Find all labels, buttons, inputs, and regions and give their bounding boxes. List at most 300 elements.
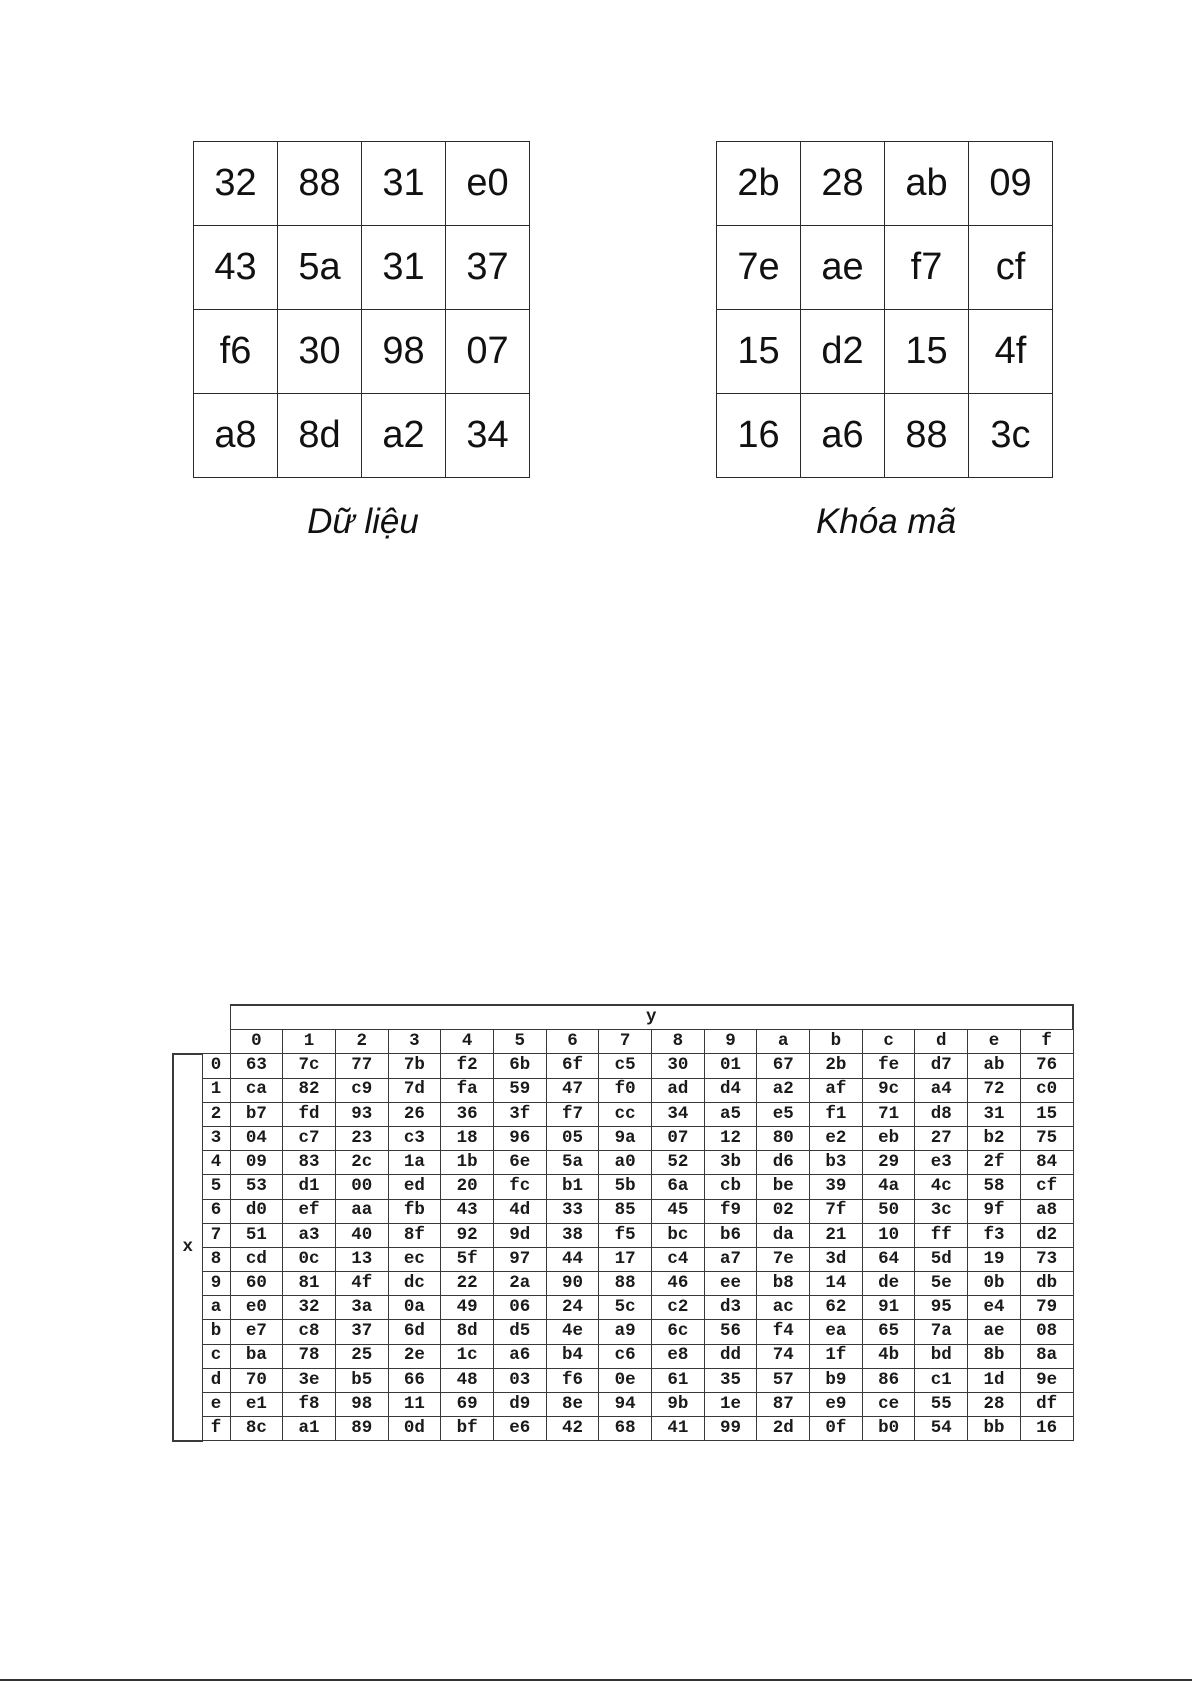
sbox-cell: 01 bbox=[704, 1054, 757, 1078]
data-matrix-caption: Dữ liệu bbox=[307, 502, 419, 541]
sbox-cell: 16 bbox=[1020, 1417, 1073, 1441]
sbox-cell: 9d bbox=[493, 1223, 546, 1247]
sbox-cell: 1b bbox=[441, 1151, 494, 1175]
sbox-cell: 0e bbox=[599, 1368, 652, 1392]
sbox-cell: e0 bbox=[230, 1296, 283, 1320]
sbox-cell: bd bbox=[915, 1344, 968, 1368]
sbox-row bbox=[173, 1272, 1073, 1296]
sbox-cell: 50 bbox=[862, 1199, 915, 1223]
sbox-cell: ff bbox=[915, 1223, 968, 1247]
sbox-row bbox=[173, 1344, 1073, 1368]
sbox-cell: 57 bbox=[757, 1368, 810, 1392]
sbox-column-header: 3 bbox=[388, 1030, 441, 1054]
sbox-cell: 86 bbox=[862, 1368, 915, 1392]
data-matrix-cell: 32 bbox=[194, 142, 278, 226]
key-matrix-row bbox=[717, 310, 1053, 394]
key-matrix-cell: 4f bbox=[969, 310, 1053, 394]
sbox-corner bbox=[173, 1030, 230, 1054]
sbox-cell: 06 bbox=[493, 1296, 546, 1320]
sbox-row-header: e bbox=[202, 1393, 230, 1417]
sbox-column-header: 0 bbox=[230, 1030, 283, 1054]
key-matrix-cell: 15 bbox=[717, 310, 801, 394]
sbox-cell: a1 bbox=[283, 1417, 336, 1441]
sbox-cell: da bbox=[757, 1223, 810, 1247]
sbox-cell: 92 bbox=[441, 1223, 494, 1247]
sbox-cell: 43 bbox=[441, 1199, 494, 1223]
sbox-row bbox=[173, 1393, 1073, 1417]
sbox-cell: 39 bbox=[810, 1175, 863, 1199]
data-matrix-cell: 5a bbox=[278, 226, 362, 310]
key-matrix-cell: cf bbox=[969, 226, 1053, 310]
sbox-cell: 80 bbox=[757, 1126, 810, 1150]
sbox-cell: c8 bbox=[283, 1320, 336, 1344]
sbox-cell: fe bbox=[862, 1054, 915, 1078]
sbox-cell: 03 bbox=[493, 1368, 546, 1392]
sbox-cell: 48 bbox=[441, 1368, 494, 1392]
sbox-cell: 81 bbox=[283, 1272, 336, 1296]
sbox-cell: 65 bbox=[862, 1320, 915, 1344]
sbox-row-header: 2 bbox=[202, 1102, 230, 1126]
sbox-cell: cf bbox=[1020, 1175, 1073, 1199]
sbox-cell: 21 bbox=[810, 1223, 863, 1247]
sbox-cell: 6b bbox=[493, 1054, 546, 1078]
data-matrix-row bbox=[194, 142, 530, 226]
key-matrix-cell: 7e bbox=[717, 226, 801, 310]
sbox-cell: 1c bbox=[441, 1344, 494, 1368]
sbox-cell: fc bbox=[493, 1175, 546, 1199]
data-matrix-cell: 8d bbox=[278, 394, 362, 478]
sbox-cell: 4e bbox=[546, 1320, 599, 1344]
sbox-cell: ac bbox=[757, 1296, 810, 1320]
sbox-cell: 68 bbox=[599, 1417, 652, 1441]
data-matrix-row bbox=[194, 394, 530, 478]
sbox-cell: a8 bbox=[1020, 1199, 1073, 1223]
sbox-cell: 46 bbox=[652, 1272, 705, 1296]
key-matrix-cell: 16 bbox=[717, 394, 801, 478]
sbox-cell: 91 bbox=[862, 1296, 915, 1320]
data-matrix-cell: e0 bbox=[446, 142, 530, 226]
sbox-cell: 8a bbox=[1020, 1344, 1073, 1368]
sbox-cell: 8e bbox=[546, 1393, 599, 1417]
sbox-cell: 09 bbox=[230, 1151, 283, 1175]
key-matrix-row bbox=[717, 226, 1053, 310]
sbox-cell: f0 bbox=[599, 1078, 652, 1102]
sbox-cell: 70 bbox=[230, 1368, 283, 1392]
sbox-cell: 8d bbox=[441, 1320, 494, 1344]
data-matrix-cell: 43 bbox=[194, 226, 278, 310]
sbox-cell: c3 bbox=[388, 1126, 441, 1150]
sbox-cell: 13 bbox=[335, 1247, 388, 1271]
sbox-cell: cb bbox=[704, 1175, 757, 1199]
sbox-cell: 6f bbox=[546, 1054, 599, 1078]
sbox-cell: c6 bbox=[599, 1344, 652, 1368]
sbox-cell: 49 bbox=[441, 1296, 494, 1320]
sbox-cell: ec bbox=[388, 1247, 441, 1271]
sbox-cell: 5c bbox=[599, 1296, 652, 1320]
sbox-cell: 4d bbox=[493, 1199, 546, 1223]
sbox-cell: 29 bbox=[862, 1151, 915, 1175]
sbox-cell: 54 bbox=[915, 1417, 968, 1441]
sbox-cell: 47 bbox=[546, 1078, 599, 1102]
sbox-cell: b1 bbox=[546, 1175, 599, 1199]
data-matrix-cell: 34 bbox=[446, 394, 530, 478]
sbox-cell: 6d bbox=[388, 1320, 441, 1344]
data-matrix-cell: 31 bbox=[362, 142, 446, 226]
sbox-row-header: 3 bbox=[202, 1126, 230, 1150]
sbox-cell: 44 bbox=[546, 1247, 599, 1271]
aes-sbox-table bbox=[172, 1004, 1074, 1442]
sbox-cell: 3e bbox=[283, 1368, 336, 1392]
sbox-cell: 96 bbox=[493, 1126, 546, 1150]
sbox-cell: fa bbox=[441, 1078, 494, 1102]
key-matrix-caption: Khóa mã bbox=[815, 502, 957, 541]
sbox-cell: 87 bbox=[757, 1393, 810, 1417]
sbox-cell: 8b bbox=[968, 1344, 1021, 1368]
sbox-cell: 3b bbox=[704, 1151, 757, 1175]
sbox-corner bbox=[173, 1005, 230, 1030]
sbox-cell: 45 bbox=[652, 1199, 705, 1223]
sbox-cell: 4a bbox=[862, 1175, 915, 1199]
data-matrix-row bbox=[194, 226, 530, 310]
sbox-cell: 28 bbox=[968, 1393, 1021, 1417]
sbox-cell: 4c bbox=[915, 1175, 968, 1199]
sbox-cell: 0b bbox=[968, 1272, 1021, 1296]
sbox-cell: 17 bbox=[599, 1247, 652, 1271]
sbox-cell: db bbox=[1020, 1272, 1073, 1296]
sbox-cell: 04 bbox=[230, 1126, 283, 1150]
sbox-cell: 79 bbox=[1020, 1296, 1073, 1320]
sbox-cell: ce bbox=[862, 1393, 915, 1417]
sbox-cell: e5 bbox=[757, 1102, 810, 1126]
sbox-cell: 40 bbox=[335, 1223, 388, 1247]
sbox-cell: bf bbox=[441, 1417, 494, 1441]
sbox-cell: 3f bbox=[493, 1102, 546, 1126]
sbox-cell: 2a bbox=[493, 1272, 546, 1296]
sbox-cell: 93 bbox=[335, 1102, 388, 1126]
sbox-row bbox=[173, 1296, 1073, 1320]
sbox-row-header: 0 bbox=[202, 1054, 230, 1078]
sbox-row bbox=[173, 1151, 1073, 1175]
sbox-column-header: 1 bbox=[283, 1030, 336, 1054]
sbox-cell: 1f bbox=[810, 1344, 863, 1368]
sbox-row-header: 8 bbox=[202, 1247, 230, 1271]
sbox-row-header: 5 bbox=[202, 1175, 230, 1199]
sbox-cell: cd bbox=[230, 1247, 283, 1271]
sbox-column-header: c bbox=[862, 1030, 915, 1054]
sbox-cell: 42 bbox=[546, 1417, 599, 1441]
sbox-row-header: f bbox=[202, 1417, 230, 1441]
sbox-cell: 51 bbox=[230, 1223, 283, 1247]
sbox-row-header: 4 bbox=[202, 1151, 230, 1175]
sbox-cell: 84 bbox=[1020, 1151, 1073, 1175]
sbox-cell: 41 bbox=[652, 1417, 705, 1441]
sbox-cell: 72 bbox=[968, 1078, 1021, 1102]
sbox-cell: 07 bbox=[652, 1126, 705, 1150]
sbox-cell: d5 bbox=[493, 1320, 546, 1344]
sbox-cell: ab bbox=[968, 1054, 1021, 1078]
sbox-cell: 30 bbox=[652, 1054, 705, 1078]
sbox-cell: f4 bbox=[757, 1320, 810, 1344]
key-matrix-cell: ae bbox=[801, 226, 885, 310]
sbox-row bbox=[173, 1199, 1073, 1223]
key-matrix-cell: 88 bbox=[885, 394, 969, 478]
sbox-cell: 64 bbox=[862, 1247, 915, 1271]
sbox-cell: f7 bbox=[546, 1102, 599, 1126]
key-matrix-row bbox=[717, 394, 1053, 478]
sbox-cell: 9a bbox=[599, 1126, 652, 1150]
footer-rule bbox=[0, 1679, 1192, 1681]
sbox-cell: d3 bbox=[704, 1296, 757, 1320]
sbox-row bbox=[173, 1175, 1073, 1199]
sbox-cell: c7 bbox=[283, 1126, 336, 1150]
sbox-cell: 7c bbox=[283, 1054, 336, 1078]
data-matrix-cell: 07 bbox=[446, 310, 530, 394]
sbox-row bbox=[173, 1126, 1073, 1150]
sbox-cell: 71 bbox=[862, 1102, 915, 1126]
sbox-cell: 56 bbox=[704, 1320, 757, 1344]
sbox-cell: 53 bbox=[230, 1175, 283, 1199]
sbox-cell: 76 bbox=[1020, 1054, 1073, 1078]
sbox-row-header: 6 bbox=[202, 1199, 230, 1223]
sbox-cell: cc bbox=[599, 1102, 652, 1126]
sbox-cell: 0f bbox=[810, 1417, 863, 1441]
sbox-x-axis-label: x bbox=[173, 1054, 202, 1441]
sbox-cell: 20 bbox=[441, 1175, 494, 1199]
sbox-cell: 15 bbox=[1020, 1102, 1073, 1126]
sbox-cell: a6 bbox=[493, 1344, 546, 1368]
sbox-cell: c5 bbox=[599, 1054, 652, 1078]
sbox-cell: b5 bbox=[335, 1368, 388, 1392]
sbox-column-header: 9 bbox=[704, 1030, 757, 1054]
sbox-cell: 19 bbox=[968, 1247, 1021, 1271]
sbox-cell: 27 bbox=[915, 1126, 968, 1150]
data-matrix-cell: 30 bbox=[278, 310, 362, 394]
sbox-cell: e9 bbox=[810, 1393, 863, 1417]
sbox-cell: a9 bbox=[599, 1320, 652, 1344]
sbox-row bbox=[173, 1320, 1073, 1344]
key-matrix-cell: 3c bbox=[969, 394, 1053, 478]
sbox-cell: 7f bbox=[810, 1199, 863, 1223]
sbox-cell: b0 bbox=[862, 1417, 915, 1441]
sbox-row bbox=[173, 1417, 1073, 1441]
sbox-row-header: d bbox=[202, 1368, 230, 1392]
data-matrix-row bbox=[194, 310, 530, 394]
sbox-cell: 08 bbox=[1020, 1320, 1073, 1344]
sbox-cell: a4 bbox=[915, 1078, 968, 1102]
sbox-cell: 0a bbox=[388, 1296, 441, 1320]
sbox-cell: c0 bbox=[1020, 1078, 1073, 1102]
sbox-column-header-row bbox=[173, 1030, 1073, 1054]
sbox-cell: f2 bbox=[441, 1054, 494, 1078]
sbox-cell: ed bbox=[388, 1175, 441, 1199]
sbox-cell: ba bbox=[230, 1344, 283, 1368]
sbox-row bbox=[173, 1247, 1073, 1271]
sbox-cell: 32 bbox=[283, 1296, 336, 1320]
sbox-row-header: c bbox=[202, 1344, 230, 1368]
sbox-row bbox=[173, 1368, 1073, 1392]
sbox-cell: 7b bbox=[388, 1054, 441, 1078]
sbox-cell: 9c bbox=[862, 1078, 915, 1102]
sbox-cell: 24 bbox=[546, 1296, 599, 1320]
sbox-cell: 5d bbox=[915, 1247, 968, 1271]
sbox-column-header: 2 bbox=[335, 1030, 388, 1054]
data-matrix-cell: 37 bbox=[446, 226, 530, 310]
sbox-cell: e6 bbox=[493, 1417, 546, 1441]
sbox-cell: 10 bbox=[862, 1223, 915, 1247]
sbox-row-header: 9 bbox=[202, 1272, 230, 1296]
sbox-cell: 7a bbox=[915, 1320, 968, 1344]
sbox-cell: c9 bbox=[335, 1078, 388, 1102]
sbox-cell: 2e bbox=[388, 1344, 441, 1368]
sbox-cell: 2f bbox=[968, 1151, 1021, 1175]
sbox-cell: 9b bbox=[652, 1393, 705, 1417]
sbox-cell: 99 bbox=[704, 1417, 757, 1441]
sbox-cell: 88 bbox=[599, 1272, 652, 1296]
data-matrix-cell: 31 bbox=[362, 226, 446, 310]
sbox-cell: 22 bbox=[441, 1272, 494, 1296]
sbox-cell: 73 bbox=[1020, 1247, 1073, 1271]
sbox-cell: f6 bbox=[546, 1368, 599, 1392]
sbox-cell: bc bbox=[652, 1223, 705, 1247]
sbox-cell: 60 bbox=[230, 1272, 283, 1296]
sbox-cell: b8 bbox=[757, 1272, 810, 1296]
sbox-cell: 2b bbox=[810, 1054, 863, 1078]
sbox-cell: dd bbox=[704, 1344, 757, 1368]
key-matrix-cell: f7 bbox=[885, 226, 969, 310]
sbox-cell: 02 bbox=[757, 1199, 810, 1223]
sbox-cell: 78 bbox=[283, 1344, 336, 1368]
sbox-row-header: b bbox=[202, 1320, 230, 1344]
sbox-cell: 8f bbox=[388, 1223, 441, 1247]
sbox-cell: 8c bbox=[230, 1417, 283, 1441]
sbox-cell: 1d bbox=[968, 1368, 1021, 1392]
sbox-cell: ca bbox=[230, 1078, 283, 1102]
key-matrix bbox=[716, 141, 1053, 478]
sbox-cell: 7e bbox=[757, 1247, 810, 1271]
data-matrix-cell: 88 bbox=[278, 142, 362, 226]
sbox-cell: b4 bbox=[546, 1344, 599, 1368]
sbox-cell: 6c bbox=[652, 1320, 705, 1344]
sbox-cell: bb bbox=[968, 1417, 1021, 1441]
sbox-cell: df bbox=[1020, 1393, 1073, 1417]
sbox-cell: 18 bbox=[441, 1126, 494, 1150]
sbox-cell: d6 bbox=[757, 1151, 810, 1175]
sbox-cell: e2 bbox=[810, 1126, 863, 1150]
sbox-cell: c4 bbox=[652, 1247, 705, 1271]
sbox-cell: af bbox=[810, 1078, 863, 1102]
sbox-cell: 52 bbox=[652, 1151, 705, 1175]
sbox-column-header: 4 bbox=[441, 1030, 494, 1054]
sbox-cell: 0d bbox=[388, 1417, 441, 1441]
data-matrix-cell: a8 bbox=[194, 394, 278, 478]
sbox-row-header: 7 bbox=[202, 1223, 230, 1247]
sbox-cell: 5f bbox=[441, 1247, 494, 1271]
sbox-cell: 2c bbox=[335, 1151, 388, 1175]
key-matrix-row bbox=[717, 142, 1053, 226]
sbox-cell: b7 bbox=[230, 1102, 283, 1126]
sbox-cell: 75 bbox=[1020, 1126, 1073, 1150]
sbox-cell: 61 bbox=[652, 1368, 705, 1392]
sbox-cell: a3 bbox=[283, 1223, 336, 1247]
sbox-cell: fb bbox=[388, 1199, 441, 1223]
sbox-cell: 1a bbox=[388, 1151, 441, 1175]
sbox-row bbox=[173, 1054, 1073, 1078]
sbox-cell: aa bbox=[335, 1199, 388, 1223]
sbox-cell: f5 bbox=[599, 1223, 652, 1247]
sbox-cell: 00 bbox=[335, 1175, 388, 1199]
sbox-cell: 67 bbox=[757, 1054, 810, 1078]
sbox-cell: 95 bbox=[915, 1296, 968, 1320]
sbox-column-header: b bbox=[810, 1030, 863, 1054]
sbox-cell: 26 bbox=[388, 1102, 441, 1126]
sbox-cell: 33 bbox=[546, 1199, 599, 1223]
sbox-row-header: 1 bbox=[202, 1078, 230, 1102]
sbox-cell: 82 bbox=[283, 1078, 336, 1102]
sbox-cell: 4b bbox=[862, 1344, 915, 1368]
sbox-cell: 66 bbox=[388, 1368, 441, 1392]
sbox-column-header: 6 bbox=[546, 1030, 599, 1054]
sbox-y-axis-label: y bbox=[230, 1005, 1073, 1030]
sbox-cell: 85 bbox=[599, 1199, 652, 1223]
sbox-cell: 11 bbox=[388, 1393, 441, 1417]
sbox-cell: e3 bbox=[915, 1151, 968, 1175]
sbox-cell: b3 bbox=[810, 1151, 863, 1175]
sbox-cell: 7d bbox=[388, 1078, 441, 1102]
sbox-y-label-row bbox=[173, 1005, 1073, 1030]
sbox-cell: 5b bbox=[599, 1175, 652, 1199]
sbox-cell: 62 bbox=[810, 1296, 863, 1320]
sbox-cell: ea bbox=[810, 1320, 863, 1344]
sbox-cell: be bbox=[757, 1175, 810, 1199]
sbox-cell: 94 bbox=[599, 1393, 652, 1417]
sbox-row bbox=[173, 1223, 1073, 1247]
sbox-cell: b6 bbox=[704, 1223, 757, 1247]
sbox-column-header: 7 bbox=[599, 1030, 652, 1054]
sbox-cell: fd bbox=[283, 1102, 336, 1126]
key-matrix-cell: ab bbox=[885, 142, 969, 226]
sbox-cell: d1 bbox=[283, 1175, 336, 1199]
key-matrix-cell: 28 bbox=[801, 142, 885, 226]
sbox-cell: d0 bbox=[230, 1199, 283, 1223]
sbox-cell: 9e bbox=[1020, 1368, 1073, 1392]
sbox-cell: dc bbox=[388, 1272, 441, 1296]
sbox-cell: a0 bbox=[599, 1151, 652, 1175]
key-matrix-cell: 09 bbox=[969, 142, 1053, 226]
data-matrix-cell: a2 bbox=[362, 394, 446, 478]
sbox-cell: ef bbox=[283, 1199, 336, 1223]
sbox-cell: 35 bbox=[704, 1368, 757, 1392]
data-matrix-cell: f6 bbox=[194, 310, 278, 394]
sbox-cell: 89 bbox=[335, 1417, 388, 1441]
sbox-cell: 55 bbox=[915, 1393, 968, 1417]
sbox-column-header: d bbox=[915, 1030, 968, 1054]
sbox-cell: ae bbox=[968, 1320, 1021, 1344]
sbox-cell: 63 bbox=[230, 1054, 283, 1078]
sbox-cell: 4f bbox=[335, 1272, 388, 1296]
sbox-cell: a7 bbox=[704, 1247, 757, 1271]
sbox-cell: e4 bbox=[968, 1296, 1021, 1320]
sbox-cell: d8 bbox=[915, 1102, 968, 1126]
sbox-cell: 25 bbox=[335, 1344, 388, 1368]
sbox-cell: f9 bbox=[704, 1199, 757, 1223]
sbox-column-header: a bbox=[757, 1030, 810, 1054]
sbox-cell: 14 bbox=[810, 1272, 863, 1296]
sbox-cell: 59 bbox=[493, 1078, 546, 1102]
sbox-column-header: f bbox=[1020, 1030, 1073, 1054]
sbox-cell: 90 bbox=[546, 1272, 599, 1296]
sbox-cell: 83 bbox=[283, 1151, 336, 1175]
sbox-cell: e8 bbox=[652, 1344, 705, 1368]
